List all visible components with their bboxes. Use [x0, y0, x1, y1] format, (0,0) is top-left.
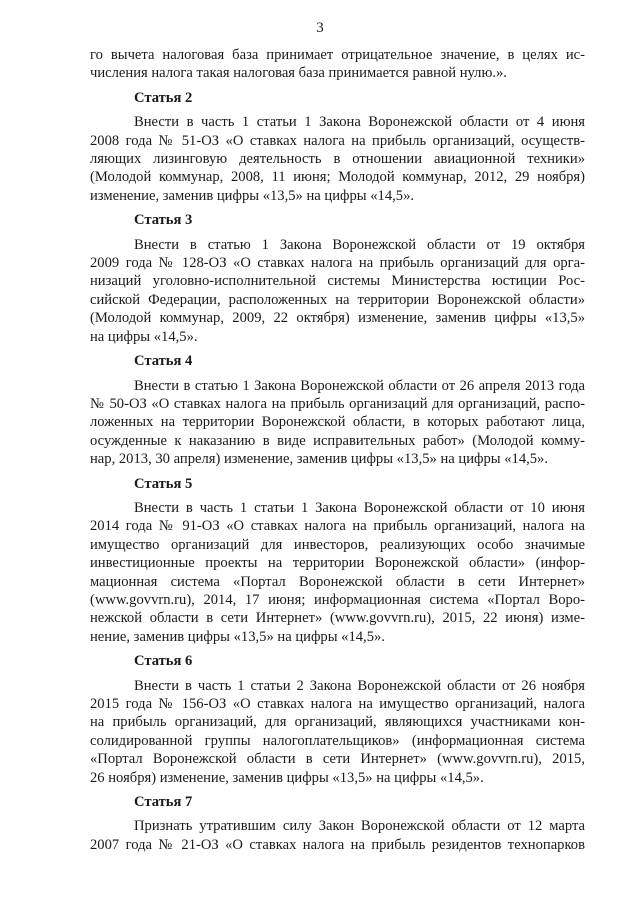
page-number: 3 — [316, 20, 324, 36]
text-line: ложенных на территории Воронежской области, в которых работают лица, — [90, 414, 585, 431]
text-line: Признать утратившим силу Закон Воронежской области от 12 марта — [134, 818, 585, 835]
text-line: изменение, заменив цифры «13,5» на цифры «14,5». — [90, 187, 415, 204]
article-heading: Статья 6 — [134, 653, 193, 670]
article-2 — [90, 89, 585, 205]
text-line: нар, 2013, 30 апреля) изменение, заменив цифры «13,5» на цифры «14,5». — [90, 451, 549, 468]
article-7 — [90, 793, 585, 854]
text-line: Внести в часть 1 статьи 1 Закона Воронежской области от 10 июня — [134, 499, 585, 516]
text-line: «Портал Воронежской области в сети Интернет» (www.govvrn.ru), 2015, — [90, 751, 585, 768]
text-line: 2007 года № 21-ОЗ «О ставках налога на прибыль резидентов технопарков — [90, 836, 585, 853]
article-heading: Статья 2 — [134, 89, 193, 106]
text-line: 2015 года № 156-ОЗ «О ставках налога на имущество организаций, налога — [90, 696, 585, 712]
text-line: 26 ноября) изменение, заменив цифры «13,5» на цифры «14,5». — [90, 769, 484, 786]
text-line: Внести в статью 1 Закона Воронежской области от 26 апреля 2013 года — [134, 377, 585, 394]
text-line: (www.govvrn.ru), 2014, 17 июня; информационная система «Портал Воро- — [90, 591, 585, 608]
document-body — [90, 46, 585, 854]
text-line: на цифры «14,5». — [90, 328, 198, 345]
text-line: нежской области в сети Интернет» (www.govvrn.ru), 2015, 22 июня) изме- — [90, 610, 585, 627]
text-line: № 50-ОЗ «О ставках налога на прибыль организаций для организаций, распо- — [90, 395, 585, 412]
article-3 — [90, 211, 585, 346]
text-line: инвестиционные проекты на территории Воронежской области» (инфор- — [90, 555, 585, 572]
article-heading: Статья 7 — [134, 794, 193, 811]
article-6 — [90, 652, 585, 787]
text-line: имущество организаций для инвесторов, реализующих особо значимые — [90, 536, 585, 553]
text-line: ляющих лизинговую деятельность в отношении авиационной техники» — [90, 151, 585, 168]
text-line: Внести в часть 1 статьи 1 Закона Воронежской области от 4 июня — [134, 114, 585, 131]
text-line: нение, заменив цифры «13,5» на цифры «14,5». — [90, 628, 385, 645]
text-line: осужденные к наказанию в виде исправительных работ» (Молодой комму- — [90, 432, 585, 449]
text-line: 2009 года № 128-ОЗ «О ставках налога на прибыль организаций для орга- — [90, 255, 585, 272]
text-line: числения налога такая налоговая база принимается равной нулю.». — [90, 65, 507, 82]
text-line: сийской Федерации, расположенных на территории Воронежской области» — [90, 291, 585, 308]
text-line: го вычета налоговая база принимает отрицательное значение, в целях ис- — [90, 47, 585, 63]
article-heading: Статья 4 — [134, 353, 193, 370]
article-4 — [90, 352, 585, 468]
article-5 — [90, 475, 585, 647]
text-line: (Молодой коммунар, 2008, 11 июня; Молодой коммунар, 2012, 29 ноября) — [90, 169, 585, 186]
text-line: Внести в часть 1 статьи 2 Закона Воронежской области от 26 ноября — [134, 677, 585, 694]
text-line: солидированной группы налогоплательщиков» (информационная система — [90, 732, 585, 749]
intro-paragraph — [90, 46, 585, 83]
text-line: на прибыль организаций, для организаций, являющихся участниками кон- — [90, 714, 585, 731]
text-line: низаций уголовно-исполнительной системы Министерства юстиции Рос- — [90, 273, 585, 290]
text-line: 2014 года № 91-ОЗ «О ставках налога на прибыль организаций, налога на — [90, 518, 585, 535]
article-heading: Статья 5 — [134, 475, 193, 492]
text-line: (Молодой коммунар, 2009, 22 октября) изменение, заменив цифры «13,5» — [90, 310, 585, 327]
text-line: мационная система «Портал Воронежской области в сети Интернет» — [90, 573, 585, 590]
text-line: 2008 года № 51-ОЗ «О ставках налога на прибыль организаций, осуществ- — [90, 132, 585, 149]
text-line: Внести в статью 1 Закона Воронежской области от 19 октября — [134, 236, 585, 253]
article-heading: Статья 3 — [134, 212, 193, 229]
